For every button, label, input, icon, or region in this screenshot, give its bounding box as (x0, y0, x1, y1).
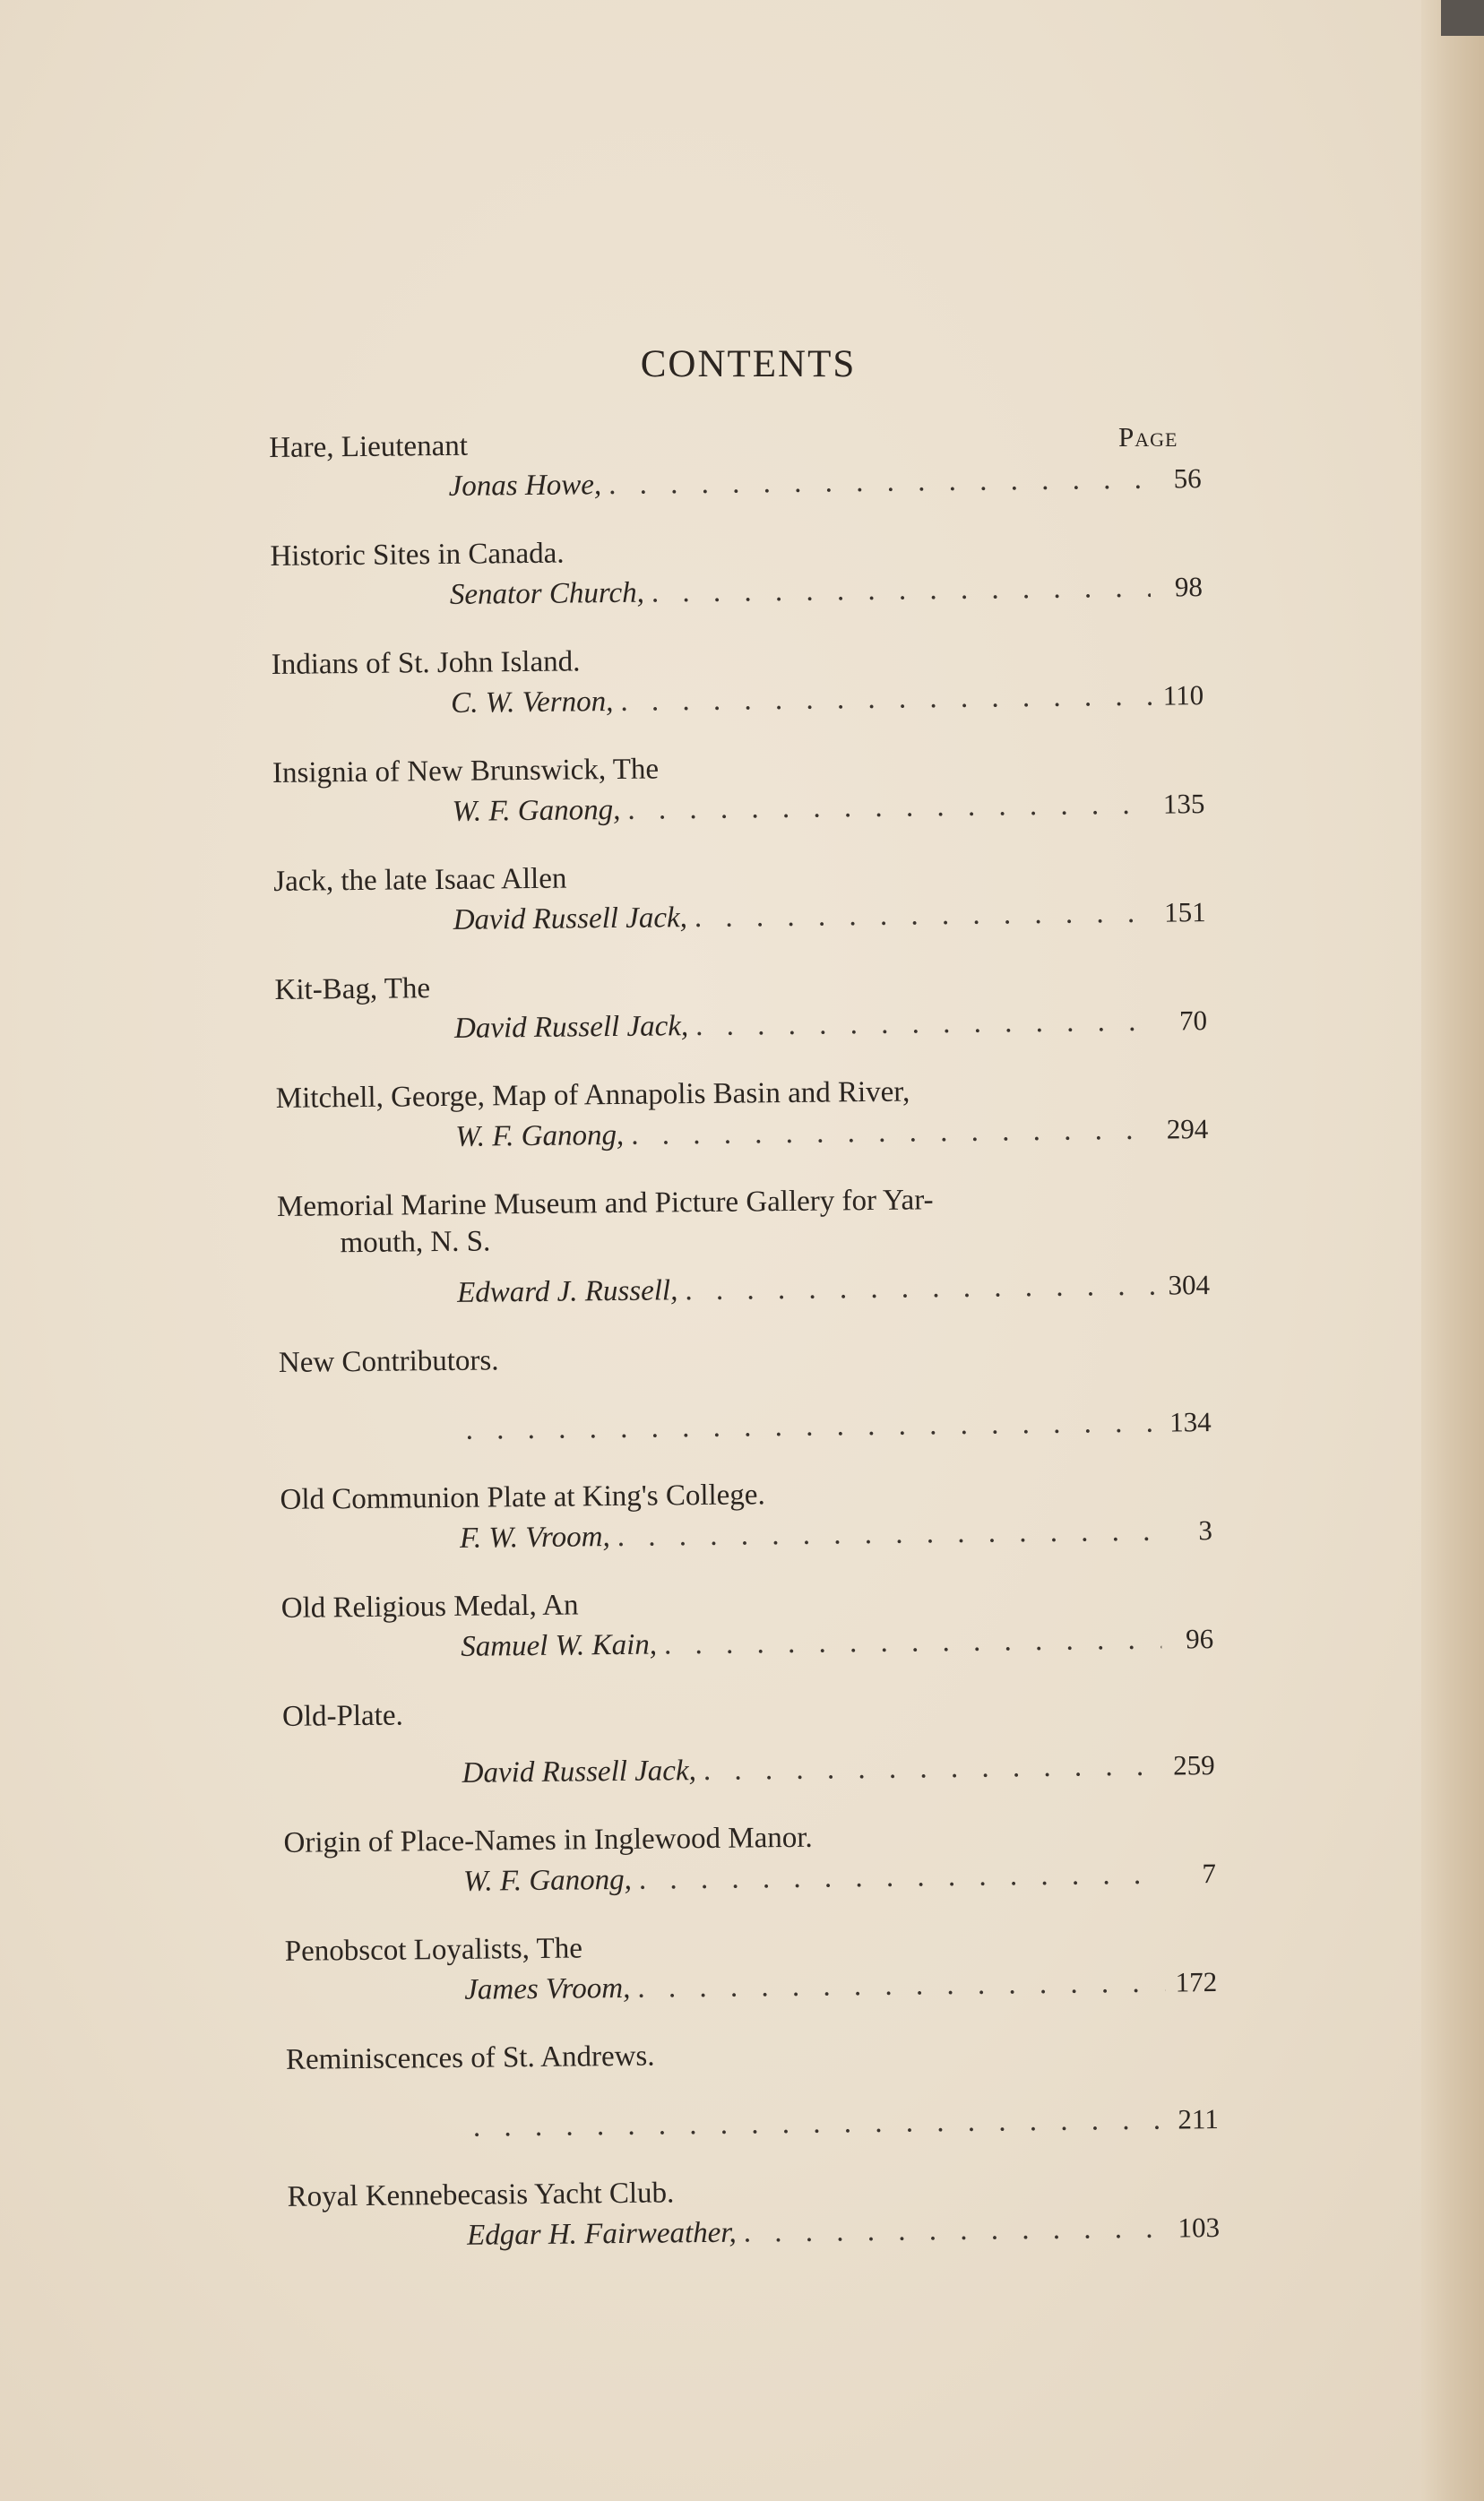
entry-page-number: 98 (1174, 571, 1204, 603)
entry-author: W. F. Ganong, (455, 1118, 625, 1153)
entry-page-number: 70 (1178, 1005, 1208, 1037)
contents-heading: CONTENTS (640, 343, 857, 385)
dot-leader (617, 1512, 1161, 1557)
dot-leader (664, 1620, 1162, 1665)
dot-leader (620, 677, 1152, 721)
entry-page-number: 3 (1198, 1514, 1213, 1547)
contents-entry (285, 1924, 1218, 2012)
contents-entry (270, 529, 1203, 617)
entry-title: Insignia of New Brunswick, The (272, 753, 660, 789)
entry-author: David Russell Jack, (453, 1010, 689, 1045)
entry-author: Samuel W. Kain, (461, 1628, 658, 1663)
entry-page-number: 103 (1178, 2211, 1221, 2244)
entry-author: C. W. Vernon, (451, 685, 614, 720)
entry-page-number: 135 (1162, 788, 1205, 820)
entry-title: Old-Plate. (281, 1699, 403, 1733)
dot-leader (631, 1110, 1156, 1155)
dot-leader (608, 460, 1150, 505)
entry-page-number: 7 (1202, 1858, 1217, 1890)
dot-leader (695, 893, 1154, 937)
entry-title: Old Communion Plate at King's College. (280, 1479, 765, 1516)
entry-page-number: 134 (1169, 1406, 1212, 1438)
contents-entry (277, 1179, 1210, 1315)
entry-title: New Contributors. (278, 1344, 499, 1379)
page-column-label: Page (1118, 421, 1178, 453)
entry-author: Edward J. Russell, (456, 1274, 678, 1309)
entry-title: Kit-Bag, The (274, 972, 431, 1006)
entry-title: Old Religious Medal, An (280, 1589, 579, 1625)
dot-leader (651, 568, 1151, 613)
dot-leader (703, 1746, 1163, 1790)
contents-entry (282, 1689, 1215, 1795)
contents-entry (276, 1071, 1209, 1159)
dot-leader (465, 1403, 1159, 1450)
contents-entry (274, 962, 1207, 1050)
contents-entry (272, 637, 1204, 725)
entry-title: Jack, the late Isaac Allen (273, 862, 567, 898)
contents-entry (286, 2032, 1219, 2149)
dot-leader (685, 1266, 1158, 1311)
entry-page-number: 56 (1173, 462, 1202, 495)
entry-page-number: 110 (1162, 679, 1204, 711)
entry-author: James Vroom, (464, 1971, 631, 2006)
entry-page-number: 294 (1166, 1113, 1209, 1145)
contents-entry (281, 1581, 1214, 1669)
entry-author: Senator Church, (449, 576, 645, 611)
entry-author: David Russell Jack, (462, 1755, 697, 1790)
entry-page-number: 211 (1178, 2103, 1219, 2135)
contents-entry (287, 2169, 1220, 2257)
dot-leader (744, 2209, 1169, 2253)
entry-title: Reminiscences of St. Andrews. (285, 2040, 655, 2076)
entry-page-number: 304 (1168, 1269, 1211, 1301)
entry-title: Origin of Place-Names in Inglewood Manor. (283, 1821, 813, 1859)
contents-entry (283, 1815, 1216, 1903)
contents-entry (269, 420, 1202, 508)
contents-entry (272, 746, 1205, 833)
entry-author: F. W. Vroom, (459, 1521, 610, 1555)
entry-title (277, 1179, 1210, 1263)
dot-leader (627, 785, 1152, 830)
entry-title: Mitchell, George, Map of Annapolis Basin and River, (275, 1075, 910, 1115)
entry-author: David Russell Jack, (453, 901, 688, 936)
entry-author: W. F. Ganong, (462, 1863, 633, 1898)
entry-page-number: 259 (1172, 1749, 1215, 1781)
entry-title: Indians of St. John Island. (271, 645, 581, 681)
entry-page-number: 172 (1175, 1966, 1218, 1998)
entry-title: Royal Kennebecasis Yacht Club. (287, 2177, 675, 2213)
dot-leader (637, 1963, 1165, 2008)
entry-title: Hare, Lieutenant (269, 429, 469, 464)
dot-leader (695, 1002, 1155, 1046)
entry-page-number: 151 (1164, 896, 1206, 928)
entry-page-number: 96 (1185, 1623, 1214, 1655)
page-corner-shadow (1441, 0, 1484, 36)
entry-author: Jonas Howe, (448, 469, 602, 503)
contents-entry (273, 854, 1206, 942)
entry-title-line: Memorial Marine Museum and Picture Gallery for Yar- (276, 1184, 934, 1223)
entry-title: Penobscot Loyalists, The (284, 1932, 583, 1968)
entry-author: Edgar H. Fairweather, (466, 2216, 737, 2252)
contents-list (269, 420, 1221, 2288)
dot-leader (473, 2100, 1167, 2147)
entry-title-continuation: mouth, N. S. (340, 1225, 491, 1260)
entry-author: W. F. Ganong, (452, 793, 621, 828)
entry-title: Historic Sites in Canada. (270, 537, 565, 573)
contents-entry (279, 1335, 1212, 1452)
dot-leader (639, 1855, 1164, 1900)
contents-entry (280, 1472, 1212, 1560)
